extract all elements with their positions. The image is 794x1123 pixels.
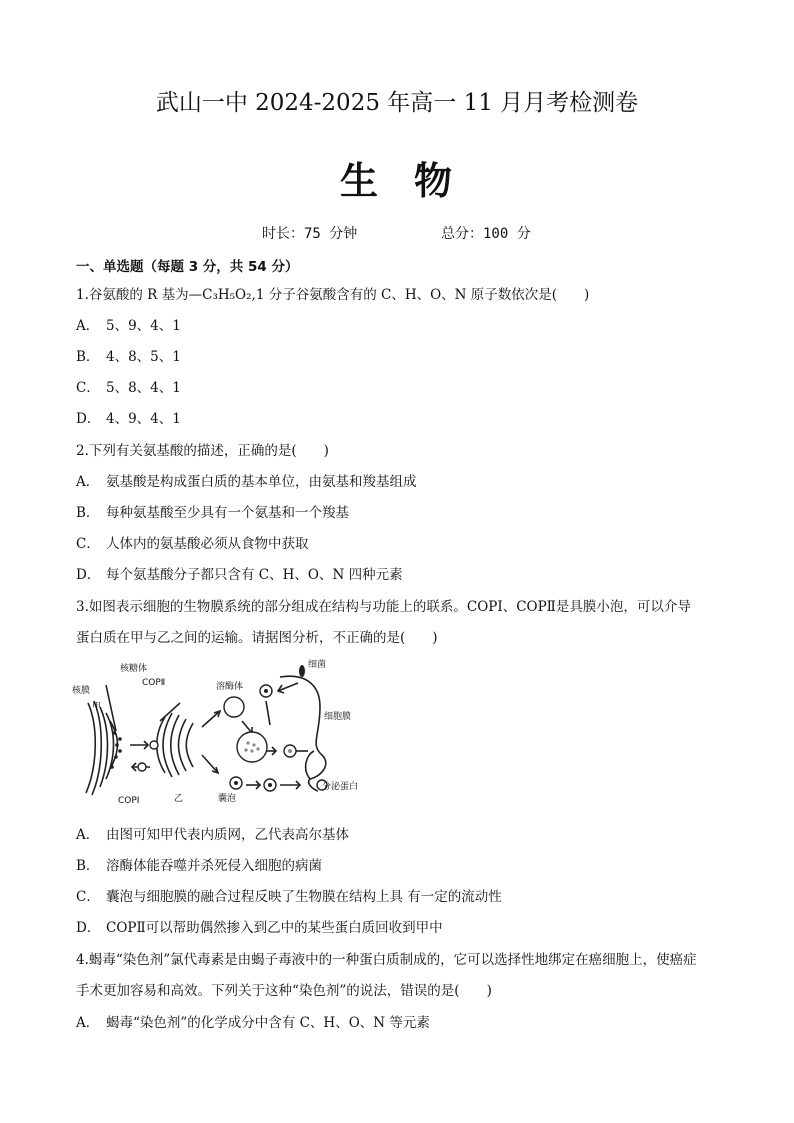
exam-total-score: 总分：100 分: [441, 226, 531, 242]
label-ribosome: 核糖体: [120, 664, 148, 674]
option-letter: A．: [76, 318, 100, 334]
label-cell-membrane: 细胞膜: [324, 712, 352, 722]
option-letter: C．: [76, 380, 100, 396]
option-text: 由图可知甲代表内质网，乙代表高尔基体: [106, 827, 349, 843]
option-letter: B．: [76, 858, 100, 874]
option-letter: A．: [76, 474, 100, 490]
question-1-option-b: [76, 345, 181, 365]
nuclear-membrane-inner: [92, 701, 101, 795]
question-2-option-c: [76, 532, 309, 552]
label-vesicle: 囊泡: [218, 794, 237, 804]
option-text: 每种氨基酸至少具有一个氨基和一个羧基: [106, 505, 349, 521]
question-2-option-b: [76, 501, 349, 521]
question-1-option-c: [76, 376, 181, 396]
nuclear-membrane-outer: [86, 703, 95, 793]
question-1-option-d: [76, 407, 181, 427]
option-text: 5、8、4、1: [106, 380, 181, 396]
question-3-stem-line-1: 3.如图表示细胞的生物膜系统的部分组成在结构与功能上的联系。COPⅠ、COPⅡ是具膜小泡，可以介导: [76, 599, 691, 615]
label-yi: 乙: [174, 794, 184, 804]
option-text: 氨基酸是构成蛋白质的基本单位，由氨基和羧基组成: [106, 474, 417, 490]
label-copi: COPⅠ: [118, 796, 140, 806]
question-1-option-a: [76, 314, 181, 334]
option-text: 人体内的氨基酸必须从食物中获取: [106, 536, 309, 552]
option-text: 4、8、5、1: [106, 349, 181, 365]
question-2-option-a: [76, 470, 417, 490]
question-3-option-a: [76, 823, 349, 843]
label-bacteria: 细菌: [308, 660, 327, 670]
option-text: 蝎毒“染色剂”的化学成分中含有 C、H、O、N 等元素: [106, 1015, 430, 1031]
option-text: 囊泡与细胞膜的融合过程反映了生物膜在结构上具 有一定的流动性: [106, 889, 502, 905]
question-3-option-d: [76, 916, 443, 936]
label-nuclear-membrane: 核膜: [72, 686, 91, 696]
option-letter: C．: [76, 889, 100, 905]
phagolysosome: [237, 732, 267, 762]
label-copii: COPⅡ: [142, 678, 166, 688]
option-letter: A．: [76, 1015, 100, 1031]
lysosome-vesicle: [224, 697, 244, 717]
subject-title: [0, 150, 794, 205]
label-secretory-protein: 分泌蛋白: [322, 782, 359, 792]
question-3-stem-line-2: 蛋白质在甲与乙之间的运输。请据图分析，不正确的是( ): [76, 630, 438, 646]
question-2-option-d: [76, 563, 403, 583]
option-letter: B．: [76, 349, 100, 365]
subject-char-1: 生: [339, 159, 380, 203]
label-jia: 甲: [92, 702, 102, 712]
option-letter: A．: [76, 827, 100, 843]
option-letter: D．: [76, 411, 101, 427]
question-4-stem-line-2: 手术更加容易和高效。下列关于这种“染色剂”的说法，错误的是( ): [76, 983, 492, 999]
option-letter: D．: [76, 920, 101, 936]
option-letter: B．: [76, 505, 100, 521]
exam-title: 武山一中 2024-2025 年高一 11 月月考检测卷: [155, 90, 639, 116]
label-lysosome: 溶酶体: [216, 682, 244, 692]
question-2-stem: 2.下列有关氨基酸的描述，正确的是( ): [76, 443, 329, 459]
option-text: 5、9、4、1: [106, 318, 181, 334]
question-4-option-a: [76, 1011, 430, 1031]
subject-char-2: 物: [414, 159, 455, 203]
option-text: COPⅡ可以帮助偶然掺入到乙中的某些蛋白质回收到甲中: [106, 920, 443, 936]
option-text: 4、9、4、1: [106, 411, 181, 427]
membrane-system-diagram: [70, 655, 360, 807]
option-text: 溶酶体能吞噬并杀死侵入细胞的病菌: [106, 858, 322, 874]
question-4-stem-line-1: 4.蝎毒“染色剂”氯代毒素是由蝎子毒液中的一种蛋白质制成的，它可以选择性地绑定在癌细胞上，使癌症: [76, 952, 697, 968]
exam-duration: 时长：75 分钟: [262, 226, 358, 242]
cell-membrane-line: [280, 676, 326, 791]
question-3-option-b: [76, 854, 322, 874]
option-letter: D．: [76, 567, 101, 583]
section-heading: 一、单选题（每题 3 分，共 54 分）: [76, 259, 299, 275]
option-letter: C．: [76, 536, 100, 552]
option-text: 每个氨基酸分子都只含有 C、H、O、N 四种元素: [106, 567, 403, 583]
question-1-stem: 1.谷氨酸的 R 基为—C₃H₅O₂,1 分子谷氨酸含有的 C、H、O、N 原子数依次是( ): [76, 287, 590, 303]
question-3-option-c: [76, 885, 502, 905]
